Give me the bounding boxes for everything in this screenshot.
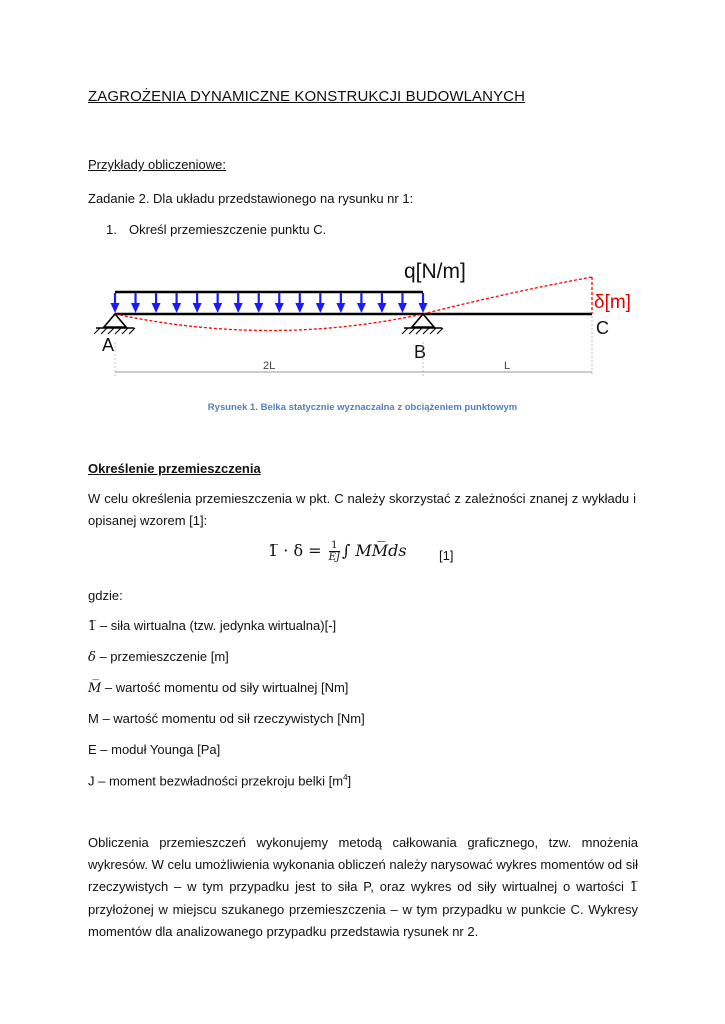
section-heading: Określenie przemieszczenia <box>88 461 261 476</box>
figure-caption: Rysunek 1. Belka statycznie wyznaczalna z obciążeniem punktowym <box>207 402 518 413</box>
definition-virtual-force: 1̅ – siła wirtualna (tzw. jedynka wirtualna)[-] <box>88 618 337 634</box>
page-title: ZAGROŻENIA DYNAMICZNE KONSTRUKCJI BUDOWLANYCH <box>88 88 526 105</box>
definition-inertia: J – moment bezwładności przekroju belki $[m^4]$ <box>88 773 352 789</box>
load-arrow-head <box>377 303 386 313</box>
definition-virtual-moment: M̅ – wartość momentu od siły wirtualnej [Nm] <box>88 680 349 696</box>
point-b-label: B <box>414 342 427 362</box>
intro-paragraph: W celu określenia przemieszczenia w pkt. C należy skorzystać z zależności znanej z wykładu i opisanej wzorem [1]: <box>88 491 636 528</box>
load-arrow-head <box>398 303 407 313</box>
support-b-hatch <box>402 328 443 334</box>
list-number: 1. <box>106 222 117 237</box>
load-arrow-head <box>131 303 140 313</box>
load-arrow-head <box>111 303 120 313</box>
load-arrow-head <box>357 303 366 313</box>
examples-heading: Przykłady obliczeniowe: <box>88 157 227 172</box>
formula-1: 1̅ · δ = $\frac{1}{EJ}$ ∫ MM̅ds <box>268 540 407 563</box>
formula-fraction: $\frac{1}{EJ}$ <box>328 540 340 563</box>
load-arrows <box>111 293 428 313</box>
load-arrow-head <box>419 303 428 313</box>
beam-figure <box>80 252 650 382</box>
load-arrow-head <box>234 303 243 313</box>
definition-real-moment: M – wartość momentu od sił rzeczywistych [Nm] <box>88 711 365 726</box>
load-arrow-head <box>336 303 345 313</box>
load-label: q[N/m] <box>404 260 466 283</box>
deflection-curve <box>115 277 592 331</box>
where-label: gdzie: <box>88 588 123 603</box>
load-arrow-head <box>193 303 202 313</box>
load-arrow-head <box>213 303 222 313</box>
load-arrow-head <box>152 303 161 313</box>
formula-reference: [1] <box>439 548 454 563</box>
load-arrow-head <box>295 303 304 313</box>
delta-label: δ[m] <box>594 292 631 313</box>
span-ab-label: 2L <box>263 360 276 372</box>
final-paragraph: Obliczenia przemieszczeń wykonujemy metodą całkowania graficznego, tzw. mnożenia wykresów. W celu umożliwienia wykonania obliczeń należy narysować wykres momentów od sił rzeczywistych – w tym przypadku jest to siła P, oraz wykres od siły wirtualnej o wartości 1̅ przyłożonej w miejscu szukanego przemieszczenia – w tym przypadku w punkcie C. Wykresy momentów dla analizowanego przypadku przedstawia rysunek nr 2. <box>88 835 638 939</box>
support-a-hatch <box>94 328 135 334</box>
list-item: Określ przemieszczenie punktu C. <box>129 222 327 237</box>
load-arrow-head <box>275 303 284 313</box>
load-arrow-head <box>316 303 325 313</box>
load-arrow-head <box>254 303 263 313</box>
load-arrow-head <box>172 303 181 313</box>
point-c-label: C <box>596 318 609 338</box>
task-text: Zadanie 2. Dla układu przedstawionego na rysunku nr 1: <box>88 191 414 206</box>
point-a-label: A <box>102 335 115 355</box>
definition-displacement: δ – przemieszczenie [m] <box>88 649 229 665</box>
definition-young-modulus: E – moduł Younga [Pa] <box>88 742 221 757</box>
span-bc-label: L <box>504 360 511 372</box>
